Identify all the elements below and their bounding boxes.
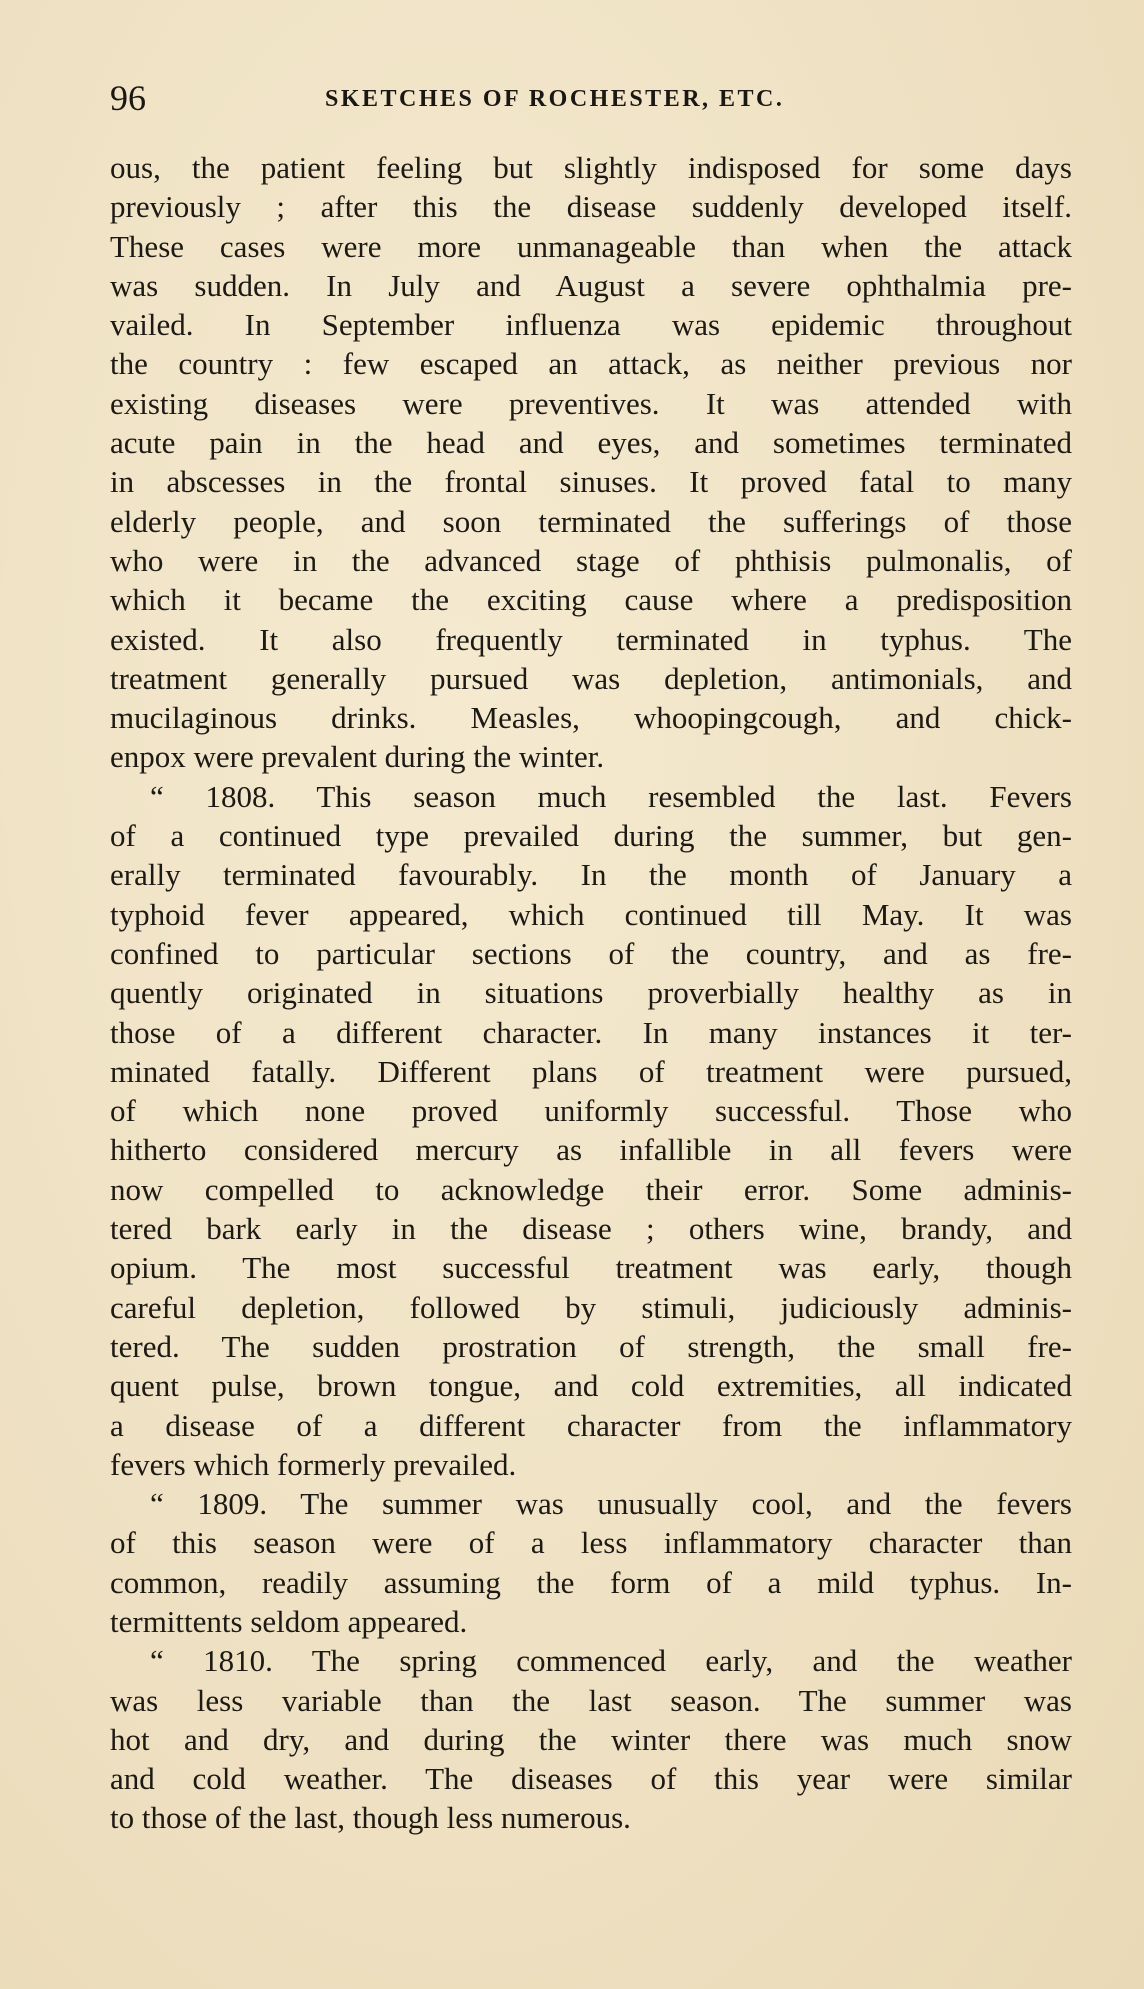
text-line: “ 1808. This season much resembled the last. Fevers — [150, 778, 1072, 814]
text-line: of this season were of a less inflammatory character than — [110, 1525, 1072, 1561]
text-line: the country : few escaped an attack, as neither previous nor — [110, 346, 1072, 382]
text-line: elderly people, and soon terminated the sufferings of those — [110, 503, 1072, 539]
text-line: tered. The sudden prostration of strength, the small fre- — [110, 1328, 1072, 1364]
text-line: hitherto considered mercury as infallible in all fevers were — [110, 1132, 1072, 1168]
text-line: existing diseases were preventives. It was attended with — [110, 385, 1072, 421]
text-line: quent pulse, brown tongue, and cold extremities, all indicated — [110, 1368, 1072, 1404]
text-line: common, readily assuming the form of a mild typhus. In- — [110, 1564, 1072, 1600]
text-line: tered bark early in the disease ; others wine, brandy, and — [110, 1211, 1072, 1247]
text-line: of which none proved uniformly successful. Those who — [110, 1093, 1072, 1129]
text-line: treatment generally pursued was depletion, antimonials, and — [110, 660, 1072, 696]
text-line: erally terminated favourably. In the month of January a — [110, 857, 1072, 893]
text-line: now compelled to acknowledge their error. Some adminis- — [110, 1171, 1072, 1207]
text-line: ous, the patient feeling but slightly indisposed for some days — [110, 150, 1072, 185]
text-line: enpox were prevalent during the winter. — [110, 739, 605, 775]
text-line: was sudden. In July and August a severe ophthalmia pre- — [110, 267, 1072, 303]
page-header — [110, 78, 1070, 118]
text-line: a disease of a different character from the inflammatory — [110, 1407, 1072, 1443]
text-line: termittents seldom appeared. — [110, 1603, 468, 1639]
running-title: SKETCHES OF ROCHESTER, ETC. — [325, 86, 785, 112]
body-text — [110, 148, 1072, 1838]
text-line: and cold weather. The diseases of this year were similar — [110, 1761, 1072, 1797]
text-line: These cases were more unmanageable than when the attack — [110, 228, 1072, 264]
text-line: mucilaginous drinks. Measles, whoopingcough, and chick- — [110, 700, 1072, 736]
text-line: which it became the exciting cause where a predisposition — [110, 582, 1072, 618]
text-line: “ 1810. The spring commenced early, and the weather — [150, 1643, 1072, 1679]
text-line: vailed. In September influenza was epidemic throughout — [110, 307, 1072, 343]
text-line: existed. It also frequently terminated in typhus. The — [110, 621, 1072, 657]
text-line: confined to particular sections of the country, and as fre- — [110, 935, 1072, 971]
text-line: typhoid fever appeared, which continued till May. It was — [110, 896, 1072, 932]
text-line: who were in the advanced stage of phthisis pulmonalis, of — [110, 542, 1072, 578]
text-line: previously ; after this the disease suddenly developed itself. — [110, 189, 1072, 225]
text-line: quently originated in situations proverbially healthy as in — [110, 975, 1072, 1011]
text-line: opium. The most successful treatment was early, though — [110, 1250, 1072, 1286]
text-line: in abscesses in the frontal sinuses. It proved fatal to many — [110, 464, 1072, 500]
text-line: careful depletion, followed by stimuli, judiciously adminis- — [110, 1289, 1072, 1325]
text-line: to those of the last, though less numerous. — [110, 1800, 631, 1836]
text-line: of a continued type prevailed during the summer, but gen- — [110, 818, 1072, 854]
text-line: fevers which formerly prevailed. — [110, 1446, 517, 1482]
text-line: those of a different character. In many instances it ter- — [110, 1014, 1072, 1050]
page-number: 96 — [110, 78, 146, 118]
text-line: acute pain in the head and eyes, and sometimes terminated — [110, 425, 1072, 461]
text-line: hot and dry, and during the winter there was much snow — [110, 1721, 1072, 1757]
text-line: minated fatally. Different plans of treatment were pursued, — [110, 1053, 1072, 1089]
text-line: was less variable than the last season. The summer was — [110, 1682, 1072, 1718]
text-line: “ 1809. The summer was unusually cool, and the fevers — [150, 1486, 1072, 1522]
